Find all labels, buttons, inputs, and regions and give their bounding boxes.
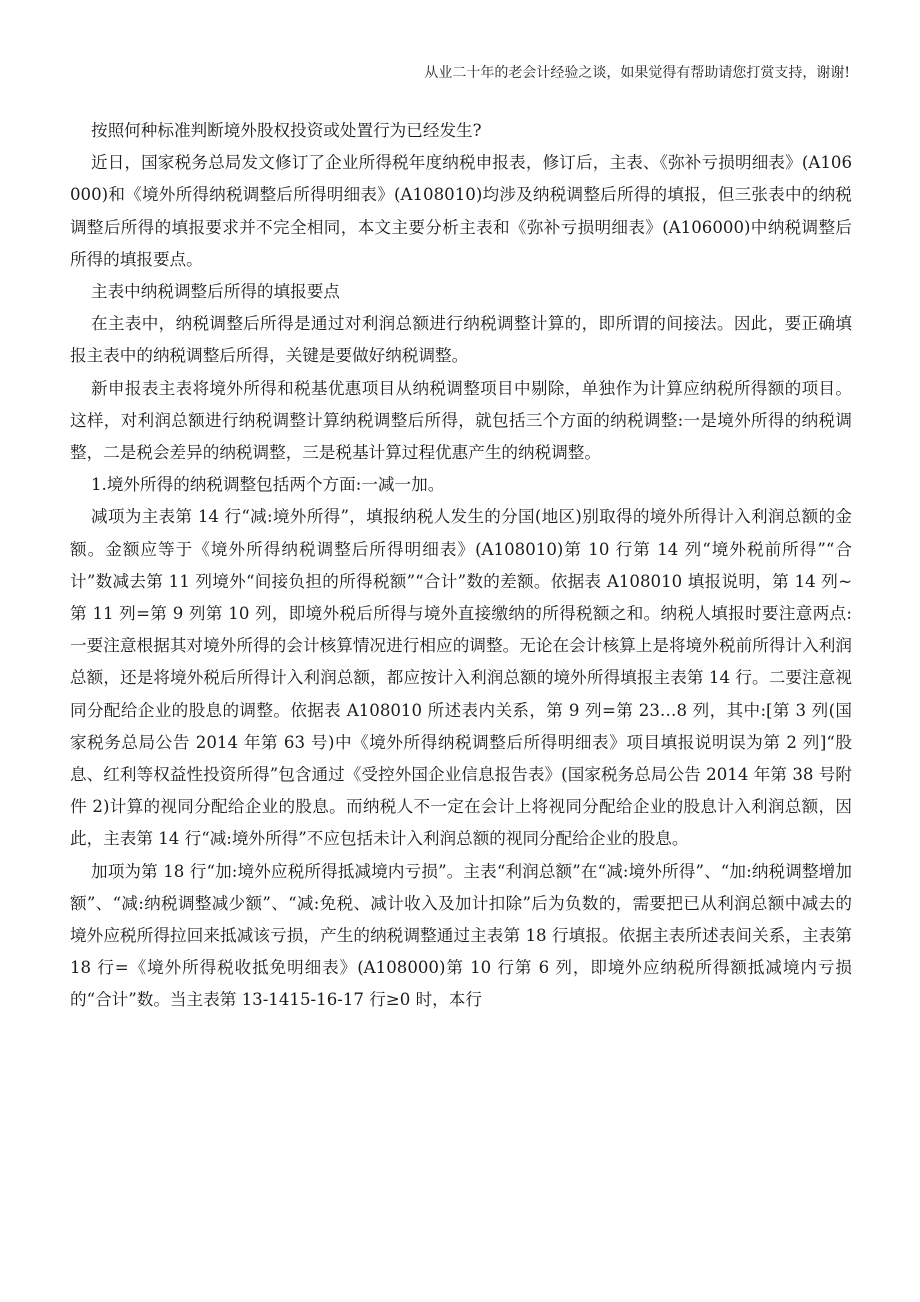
section-heading: 主表中纳税调整后所得的填报要点	[91, 282, 340, 302]
header-note: 从业二十年的老会计经验之谈，如果觉得有帮助请您打赏支持，谢谢!	[424, 65, 850, 81]
list-item-1: 1.境外所得的纳税调整包括两个方面:一减一加。	[91, 475, 445, 495]
paragraph-intro: 近日，国家税务总局发文修订了企业所得税年度纳税申报表，修订后，主表、《弥补亏损明细表》(A106000)和《境外所得纳税调整后所得明细表》(A108010)均涉及纳税调整后所得的填报，但三张表中的纳税调整后所得的填报要求并不完全相同，本文主要分析主表和《弥补亏损明细表》(A106000)中纳税调整后所得的填报要点。	[70, 153, 852, 269]
paragraph-addition: 加项为第 18 行“加:境外应税所得抵减境内亏损”。主表“利润总额”在“减:境外所得”、“加:纳税调整增加额”、“减:纳税调整减少额”、“减:免税、减计收入及加计扣除”后为负数的，需要把已从利润总额中减去的境外应税所得拉回来抵减该亏损，产生的纳税调整通过主表第 18 行填报。依据主表所述表间关系，主表第 18 行=《境外所得税收抵免明细表》(A108000)第 10 行第 6 列，即境外应纳税所得额抵减境内亏损的“合计”数。当主表第 13-1415-16-17 行≥0 时，本行	[70, 861, 852, 1010]
paragraph-new-form: 新申报表主表将境外所得和税基优惠项目从纳税调整项目中剔除，单独作为计算应纳税所得额的项目。这样，对利润总额进行纳税调整计算纳税调整后所得，就包括三个方面的纳税调整:一是境外所得的纳税调整，二是税会差异的纳税调整，三是税基计算过程优惠产生的纳税调整。	[70, 378, 852, 463]
paragraph-main-table: 在主表中，纳税调整后所得是通过对利润总额进行纳税调整计算的，即所谓的间接法。因此，要正确填报主表中的纳税调整后所得，关键是要做好纳税调整。	[70, 314, 852, 366]
paragraph-deduction: 减项为主表第 14 行“减:境外所得”，填报纳税人发生的分国(地区)别取得的境外所得计入利润总额的金额。金额应等于《境外所得纳税调整后所得明细表》(A108010)第 10 行第 14 列“境外税前所得”“合计”数减去第 11 列境外“间接负担的所得税额”“合计”数的差额。依据表 A108010 填报说明，第 14 列~第 11 列=第 9 列第 10 列，即境外税后所得与境外直接缴纳的所得税额之和。纳税人填报时要注意两点:一要注意根据其对境外所得的会计核算情况进行相应的调整。无论在会计核算上是将境外税前所得计入利润总额，还是将境外税后所得计入利润总额，都应按计入利润总额的境外所得填报主表第 14 行。二要注意视同分配给企业的股息的调整。依据表 A108010 所述表内关系，第 9 列=第 23…8 列，其中:[第 3 列(国家税务总局公告 2014 年第 63 号)中《境外所得纳税调整后所得明细表》项目填报说明误为第 2 列]“股息、红利等权益性投资所得”包含通过《受控外国企业信息报告表》(国家税务总局公告 2014 年第 38 号附件 2)计算的视同分配给企业的股息。而纳税人不一定在会计上将视同分配给企业的股息计入利润总额，因此，主表第 14 行“减:境外所得”不应包括未计入利润总额的视同分配给企业的股息。	[70, 507, 852, 849]
article-heading: 按照何种标准判断境外股权投资或处置行为已经发生?	[91, 121, 482, 140]
article-body	[70, 115, 852, 1017]
